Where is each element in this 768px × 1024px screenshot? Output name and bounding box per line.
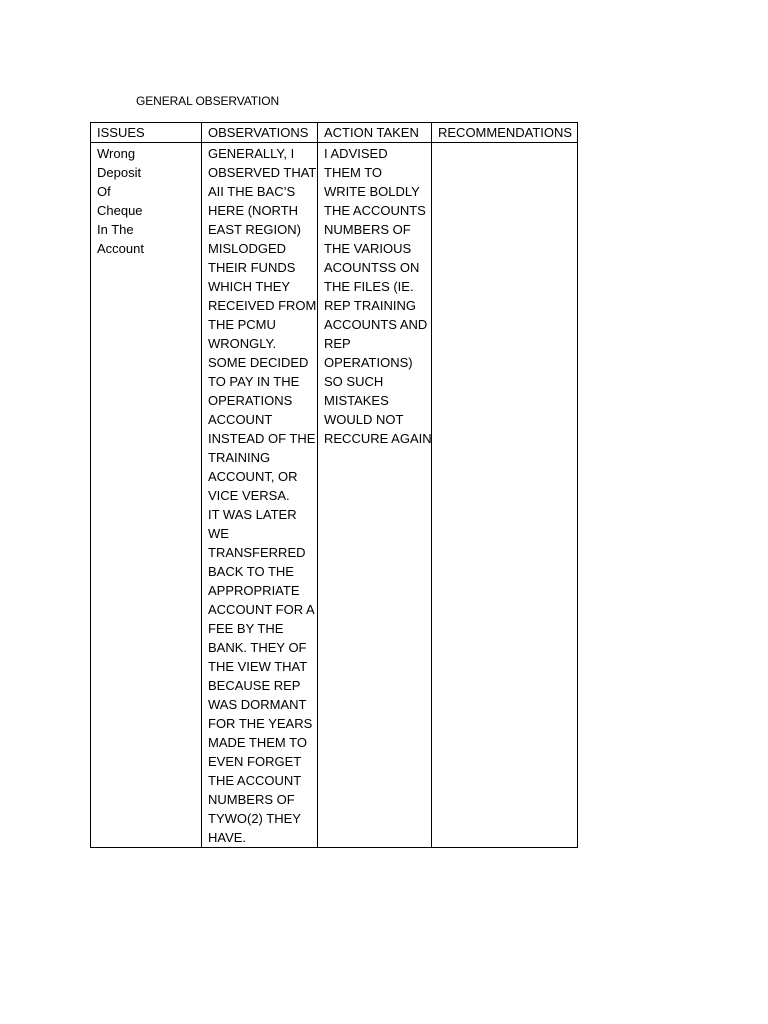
cell-text-line: VICE VERSA.: [208, 488, 290, 503]
cell-text-line: MADE THEM TO: [208, 735, 307, 750]
cell-text-line: REP: [324, 336, 351, 351]
cell-text-line: INSTEAD OF THE: [208, 431, 316, 446]
cell-text-line: BECAUSE REP: [208, 678, 301, 693]
cell-text-line: OPERATIONS: [208, 393, 293, 408]
cell-text-line: MISLODGED: [208, 241, 287, 256]
header-action-taken: ACTION TAKEN: [318, 123, 432, 143]
issue-cell: [91, 143, 202, 848]
cell-text-line: ACCOUNT, OR: [208, 469, 298, 484]
cell-text-line: ACCOUNT FOR A: [208, 602, 315, 617]
cell-text-line: Account: [97, 241, 144, 256]
cell-text-line: THE VIEW THAT: [208, 659, 308, 674]
cell-text-line: BANK. THEY OF: [208, 640, 307, 655]
cell-text-line: RECCURE AGAIN: [324, 431, 432, 446]
cell-text-line: WHICH THEY: [208, 279, 291, 294]
cell-text-line: WE: [208, 526, 229, 541]
cell-text-line: OPERATIONS): [324, 355, 413, 370]
cell-text-line: GENERALLY, I: [208, 146, 295, 161]
cell-text-line: THE FILES (IE.: [324, 279, 414, 294]
cell-text-line: SOME DECIDED: [208, 355, 309, 370]
cell-text-line: NUMBERS OF: [324, 222, 411, 237]
header-observations: OBSERVATIONS: [202, 123, 318, 143]
cell-text-line: SO SUCH: [324, 374, 384, 389]
cell-text-line: MISTAKES: [324, 393, 389, 408]
cell-text-line: FEE BY THE: [208, 621, 284, 636]
cell-text-line: APPROPRIATE: [208, 583, 300, 598]
observation-cell: [202, 143, 318, 848]
cell-text-line: IT WAS LATER: [208, 507, 297, 522]
cell-text-line: EVEN FORGET: [208, 754, 302, 769]
cell-text-line: TRAINING: [208, 450, 271, 465]
cell-text-line: AII THE BAC’S: [208, 184, 296, 199]
cell-text-line: Deposit: [97, 165, 142, 180]
cell-text-line: HAVE.: [208, 830, 247, 845]
cell-text-line: Cheque: [97, 203, 143, 218]
cell-text-line: I ADVISED: [324, 146, 388, 161]
cell-text-line: RECEIVED FROM: [208, 298, 317, 313]
cell-text-line: WRONGLY.: [208, 336, 277, 351]
cell-text-line: THEIR FUNDS: [208, 260, 296, 275]
cell-text-line: THE ACCOUNTS: [324, 203, 426, 218]
cell-text-line: ACOUNTSS ON: [324, 260, 420, 275]
cell-text-line: REP TRAINING: [324, 298, 416, 313]
document-heading: GENERAL OBSERVATION: [136, 94, 280, 108]
observation-table: [90, 122, 578, 848]
cell-text-line: Wrong: [97, 146, 136, 161]
cell-text-line: EAST REGION): [208, 222, 301, 237]
table-header-row: [91, 123, 578, 143]
cell-text-line: TRANSFERRED: [208, 545, 306, 560]
cell-text-line: TO PAY IN THE: [208, 374, 300, 389]
cell-text-line: HERE (NORTH: [208, 203, 299, 218]
cell-text-line: ACCOUNTS AND: [324, 317, 428, 332]
cell-text-line: In The: [97, 222, 134, 237]
header-recommendations: RECOMMENDATIONS: [432, 123, 578, 143]
cell-text-line: THE VARIOUS: [324, 241, 412, 256]
recommendations-cell: [432, 143, 578, 848]
cell-text-line: TYWO(2) THEY: [208, 811, 301, 826]
cell-text-line: FOR THE YEARS: [208, 716, 313, 731]
cell-text-line: WRITE BOLDLY: [324, 184, 420, 199]
cell-text-line: THE PCMU: [208, 317, 276, 332]
cell-text-line: ACCOUNT: [208, 412, 273, 427]
header-issues: ISSUES: [91, 123, 202, 143]
action-taken-cell: [318, 143, 432, 848]
cell-text-line: Of: [97, 184, 111, 199]
cell-text-line: THEM TO: [324, 165, 383, 180]
cell-text-line: WAS DORMANT: [208, 697, 307, 712]
cell-text-line: NUMBERS OF: [208, 792, 295, 807]
cell-text-line: OBSERVED THAT: [208, 165, 317, 180]
cell-text-line: BACK TO THE: [208, 564, 294, 579]
cell-text-line: THE ACCOUNT: [208, 773, 302, 788]
cell-text-line: WOULD NOT: [324, 412, 404, 427]
table-row: [91, 143, 578, 848]
